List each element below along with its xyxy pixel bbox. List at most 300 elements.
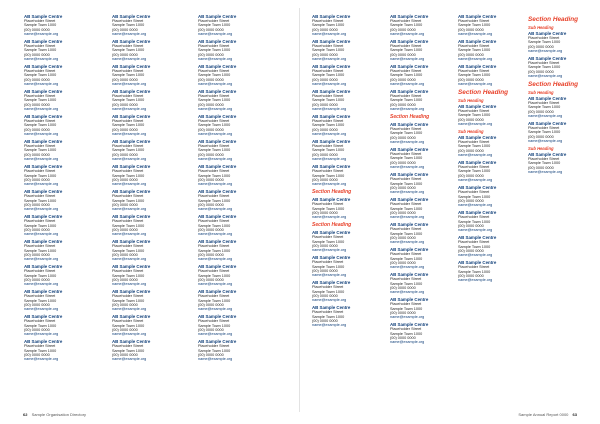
entry-detail-line: Placeholder Street [312,44,344,49]
entry-name: AB Sample Centre [390,247,429,253]
directory-entry [24,139,92,162]
entry-detail-line: Sample Town 1000 [312,264,345,269]
entry-detail-line: Sample Town 1000 [198,48,231,53]
entry-name: AB Sample Centre [112,339,151,345]
entry-email-link[interactable]: name@example.org [458,228,493,233]
section-heading: Section Heading [312,222,352,229]
sub-heading: Sub Heading [528,146,554,152]
entry-email-link[interactable]: name@example.org [24,357,59,362]
directory-entry [198,89,266,112]
entry-detail-line: Sample Town 1000 [312,48,345,53]
directory-entry [528,31,596,54]
entry-name: AB Sample Centre [458,64,497,70]
entry-detail-line: (00) 0000 0000 [390,102,416,107]
entry-detail-line: Placeholder Street [24,19,56,23]
entry-detail-line: (00) 0000 0000 [112,102,138,107]
footer-right [518,412,580,417]
entry-email-link[interactable]: name@example.org [112,132,147,137]
entry-email-link[interactable]: name@example.org [390,57,425,62]
entry-email-link[interactable]: name@example.org [24,32,59,37]
entry-detail-line: Placeholder Street [312,94,344,99]
entry-name: AB Sample Centre [458,235,497,241]
entry-detail-line: Sample Town 1000 [458,23,491,28]
entry-email-link[interactable]: name@example.org [390,165,425,170]
entry-detail-line: (00) 0000 0000 [198,277,224,282]
entry-detail-line: (00) 0000 0000 [112,127,138,132]
directory-entry [24,164,92,187]
entry-detail-line: Sample Town 1000 [390,98,423,103]
entry-email-link[interactable]: name@example.org [112,107,147,112]
entry-detail-line: Sample Town 1000 [458,194,491,199]
entry-detail-line: Sample Town 1000 [312,289,345,294]
directory-entry [112,264,180,287]
entry-detail-line: Placeholder Street [24,169,56,174]
footer-left-text: Sample Organisation Directory [31,412,87,417]
entry-email-link[interactable]: name@example.org [390,240,425,245]
entry-detail-line: (00) 0000 0000 [24,227,50,232]
entry-email-link[interactable]: name@example.org [312,32,347,37]
entry-detail-line: Sample Town 1000 [112,298,145,303]
entry-detail-line: Sample Town 1000 [458,244,491,249]
entry-detail-line: (00) 0000 0000 [390,336,416,340]
entry-detail-line: (00) 0000 0000 [24,353,50,358]
entry-email-link[interactable]: name@example.org [24,207,59,212]
entry-email-link[interactable]: name@example.org [390,315,425,320]
entry-name: AB Sample Centre [198,64,237,70]
entry-email-link[interactable]: name@example.org [112,257,147,262]
entry-detail-line: (00) 0000 0000 [112,227,138,232]
directory-entry [312,280,380,303]
directory-column-6 [458,14,526,285]
entry-detail-line: (00) 0000 0000 [198,52,224,57]
entry-detail-line: Sample Town 1000 [312,73,345,78]
entry-email-link[interactable]: name@example.org [198,157,233,162]
entry-name: AB Sample Centre [198,289,237,295]
directory-entry [312,255,380,278]
entry-detail-line: Placeholder Street [24,294,56,299]
entry-name: AB Sample Centre [198,14,237,19]
entry-email-link[interactable]: name@example.org [24,232,59,237]
entry-email-link[interactable]: name@example.org [198,107,233,112]
entry-email-link[interactable]: name@example.org [24,332,59,337]
directory-column-7 [528,14,596,177]
entry-detail-line: Placeholder Street [390,177,422,182]
directory-entry [312,164,380,187]
directory-entry [112,339,180,362]
entry-detail-line: (00) 0000 0000 [198,353,224,358]
sub-heading: Sub Heading [528,25,554,30]
entry-detail-line: Placeholder Street [390,127,422,132]
entry-email-link[interactable]: name@example.org [24,257,59,262]
directory-entry [312,64,380,87]
entry-detail-line: Sample Town 1000 [528,40,561,45]
entry-detail-line: (00) 0000 0000 [458,273,484,278]
entry-detail-line: Sample Town 1000 [312,23,345,28]
entry-name: AB Sample Centre [312,114,351,120]
entry-name: AB Sample Centre [458,104,497,110]
entry-detail-line: (00) 0000 0000 [390,310,416,315]
entry-email-link[interactable]: name@example.org [198,307,233,312]
entry-detail-line: (00) 0000 0000 [198,177,224,182]
entry-name: AB Sample Centre [312,39,351,45]
entry-detail-line: Placeholder Street [198,269,230,274]
entry-name: AB Sample Centre [24,164,63,170]
entry-detail-line: Placeholder Street [112,269,144,274]
directory-entry [458,210,526,233]
section-heading: Section Heading [390,114,430,121]
directory-entry [24,114,92,137]
directory-entry [198,139,266,162]
entry-email-link[interactable]: name@example.org [312,182,347,187]
entry-email-link[interactable]: name@example.org [312,82,347,87]
entry-email-link[interactable]: name@example.org [112,357,147,362]
entry-detail-line: (00) 0000 0000 [198,152,224,157]
entry-email-link[interactable]: name@example.org [198,257,233,262]
entry-detail-line: Sample Town 1000 [528,105,561,110]
page-number-right: 63 [572,412,577,417]
entry-email-link[interactable]: name@example.org [312,323,347,328]
directory-entry [312,197,380,220]
entry-email-link[interactable]: name@example.org [198,132,233,137]
entry-email-link[interactable]: name@example.org [24,282,59,287]
entry-email-link[interactable]: name@example.org [112,282,147,287]
entry-detail-line: Placeholder Street [458,19,490,23]
entry-email-link[interactable]: name@example.org [198,207,233,212]
entry-email-link[interactable]: name@example.org [24,107,59,112]
entry-email-link[interactable]: name@example.org [458,153,493,158]
entry-name: AB Sample Centre [112,289,151,295]
entry-email-link[interactable]: name@example.org [458,278,493,283]
directory-entry [458,235,526,258]
entry-detail-line: Placeholder Street [198,219,230,224]
entry-email-link[interactable]: name@example.org [24,132,59,137]
entry-email-link[interactable]: name@example.org [198,32,233,37]
entry-detail-line: Placeholder Street [528,157,560,162]
entry-detail-line: Placeholder Street [458,265,490,270]
entry-detail-line: (00) 0000 0000 [112,252,138,257]
entry-name: AB Sample Centre [458,210,497,216]
entry-email-link[interactable]: name@example.org [198,82,233,87]
entry-email-link[interactable]: name@example.org [112,207,147,212]
directory-entry [24,264,92,287]
entry-name: AB Sample Centre [24,239,63,245]
entry-detail-line: Sample Town 1000 [390,131,423,136]
entry-detail-line: Sample Town 1000 [112,73,145,78]
directory-entry [112,214,180,237]
directory-entry [198,114,266,137]
entry-detail-line: (00) 0000 0000 [312,268,338,273]
entry-detail-line: Placeholder Street [198,44,230,49]
entry-detail-line: Sample Town 1000 [112,273,145,278]
entry-name: AB Sample Centre [24,114,63,120]
entry-detail-line: (00) 0000 0000 [112,302,138,307]
entry-detail-line: (00) 0000 0000 [112,328,138,332]
entry-detail-line: Sample Town 1000 [390,73,423,78]
entry-email-link[interactable]: name@example.org [390,32,425,37]
entry-detail-line: (00) 0000 0000 [312,177,338,182]
directory-entry [528,96,596,119]
entry-detail-line: Sample Town 1000 [198,198,231,203]
entry-detail-line: Placeholder Street [458,140,490,145]
directory-entry [312,230,380,253]
entry-email-link[interactable]: name@example.org [24,182,59,187]
entry-name: AB Sample Centre [24,314,63,320]
directory-entry [112,189,180,212]
entry-detail-line: (00) 0000 0000 [24,302,50,307]
entry-detail-line: Sample Town 1000 [390,156,423,161]
entry-detail-line: (00) 0000 0000 [458,148,484,153]
directory-entry [198,214,266,237]
directory-entry [198,64,266,87]
directory-entry [198,14,266,37]
entry-email-link[interactable]: name@example.org [390,140,425,145]
entry-detail-line: Sample Town 1000 [198,98,231,103]
entry-email-link[interactable]: name@example.org [198,282,233,287]
directory-entry [112,314,180,337]
entry-name: AB Sample Centre [24,264,63,270]
entry-detail-line: Sample Town 1000 [198,323,231,328]
entry-email-link[interactable]: name@example.org [312,157,347,162]
entry-name: AB Sample Centre [390,147,429,153]
entry-email-link[interactable]: name@example.org [458,253,493,258]
entry-email-link[interactable]: name@example.org [528,170,563,175]
entry-name: AB Sample Centre [112,14,151,19]
entry-email-link[interactable]: name@example.org [112,32,147,37]
entry-detail-line: (00) 0000 0000 [390,235,416,240]
entry-detail-line: Placeholder Street [390,44,422,49]
entry-detail-line: (00) 0000 0000 [458,27,484,32]
entry-detail-line: Sample Town 1000 [458,169,491,174]
entry-email-link[interactable]: name@example.org [312,132,347,137]
entry-email-link[interactable]: name@example.org [198,232,233,237]
footer-right-text: Sample Annual Report 0000 [518,412,569,417]
entry-name: AB Sample Centre [390,322,429,328]
directory-entry [198,164,266,187]
entry-email-link[interactable]: name@example.org [112,232,147,237]
entry-detail-line: Sample Town 1000 [24,223,57,228]
entry-detail-line: Placeholder Street [24,69,56,74]
entry-detail-line: Placeholder Street [458,109,490,114]
entry-detail-line: (00) 0000 0000 [198,202,224,207]
entry-name: AB Sample Centre [312,164,351,170]
entry-detail-line: Sample Town 1000 [24,23,57,28]
entry-email-link[interactable]: name@example.org [112,307,147,312]
entry-detail-line: Sample Town 1000 [390,331,423,336]
entry-detail-line: Placeholder Street [390,227,422,232]
entry-email-link[interactable]: name@example.org [458,32,493,37]
directory-entry [390,122,458,145]
directory-entry [112,164,180,187]
entry-detail-line: (00) 0000 0000 [112,52,138,57]
entry-detail-line: Sample Town 1000 [390,48,423,53]
entry-email-link[interactable]: name@example.org [198,182,233,187]
section-heading: Section Heading [458,89,509,97]
entry-detail-line: (00) 0000 0000 [198,302,224,307]
entry-detail-line: Sample Town 1000 [312,148,345,153]
directory-entry [24,239,92,262]
entry-detail-line: Placeholder Street [198,94,230,99]
entry-detail-line: Sample Town 1000 [24,173,57,178]
entry-detail-line: (00) 0000 0000 [24,152,50,157]
entry-name: AB Sample Centre [312,280,351,286]
entry-email-link[interactable]: name@example.org [24,307,59,312]
entry-detail-line: (00) 0000 0000 [390,185,416,190]
directory-column-5 [390,14,458,347]
entry-detail-line: Sample Town 1000 [112,223,145,228]
entry-email-link[interactable]: name@example.org [390,290,425,295]
entry-name: AB Sample Centre [528,121,567,127]
directory-entry [390,39,458,62]
entry-detail-line: (00) 0000 0000 [528,165,554,170]
entry-name: AB Sample Centre [390,39,429,45]
entry-detail-line: Placeholder Street [528,126,560,131]
entry-detail-line: (00) 0000 0000 [390,260,416,265]
entry-email-link[interactable]: name@example.org [112,332,147,337]
entry-detail-line: Sample Town 1000 [458,269,491,274]
directory-entry [458,160,526,183]
entry-email-link[interactable]: name@example.org [312,273,347,278]
entry-email-link[interactable]: name@example.org [112,182,147,187]
entry-email-link[interactable]: name@example.org [312,57,347,62]
entry-name: AB Sample Centre [390,122,429,128]
entry-detail-line: Sample Town 1000 [458,48,491,53]
entry-email-link[interactable]: name@example.org [458,57,493,62]
entry-detail-line: Placeholder Street [24,44,56,49]
entry-detail-line: Placeholder Street [112,169,144,174]
entry-email-link[interactable]: name@example.org [24,82,59,87]
entry-detail-line: Sample Town 1000 [390,281,423,286]
entry-detail-line: Placeholder Street [458,69,490,74]
directory-entry [24,339,92,362]
entry-detail-line: Placeholder Street [312,144,344,149]
entry-detail-line: Sample Town 1000 [390,181,423,186]
entry-name: AB Sample Centre [458,160,497,166]
entry-email-link[interactable]: name@example.org [458,122,493,127]
section-heading: Section Heading [312,189,352,196]
directory-entry [528,56,596,79]
directory-entry [312,114,380,137]
entry-email-link[interactable]: name@example.org [312,248,347,253]
entry-email-link[interactable]: name@example.org [458,203,493,208]
entry-detail-line: Placeholder Street [312,285,344,290]
entry-detail-line: (00) 0000 0000 [458,223,484,228]
entry-detail-line: (00) 0000 0000 [24,77,50,82]
entry-detail-line: (00) 0000 0000 [312,77,338,82]
entry-email-link[interactable]: name@example.org [24,57,59,62]
entry-email-link[interactable]: name@example.org [390,215,425,220]
entry-detail-line: Placeholder Street [198,294,230,299]
section-heading: Section Heading [528,16,579,23]
entry-detail-line: Sample Town 1000 [528,130,561,135]
entry-detail-line: Placeholder Street [458,240,490,245]
entry-email-link[interactable]: name@example.org [24,157,59,162]
entry-detail-line: Placeholder Street [112,119,144,124]
entry-name: AB Sample Centre [458,14,497,19]
entry-name: AB Sample Centre [312,197,351,203]
directory-entry [390,197,458,220]
entry-detail-line: (00) 0000 0000 [198,328,224,332]
directory-column-2 [112,14,180,364]
entry-name: AB Sample Centre [112,264,151,270]
entry-detail-line: (00) 0000 0000 [390,210,416,215]
entry-detail-line: Placeholder Street [390,152,422,157]
entry-email-link[interactable]: name@example.org [528,139,563,144]
entry-email-link[interactable]: name@example.org [390,107,425,112]
entry-detail-line: Sample Town 1000 [112,48,145,53]
directory-entry [528,121,596,144]
directory-entry [112,114,180,137]
entry-detail-line: (00) 0000 0000 [528,134,554,139]
entry-email-link[interactable]: name@example.org [112,82,147,87]
sub-heading: Sub Heading [528,90,554,96]
entry-email-link[interactable]: name@example.org [312,215,347,220]
entry-email-link[interactable]: name@example.org [198,57,233,62]
entry-name: AB Sample Centre [24,189,63,195]
entry-detail-line: Sample Town 1000 [112,148,145,153]
directory-entry [390,222,458,245]
entry-detail-line: Placeholder Street [198,69,230,74]
directory-entry [112,39,180,62]
entry-detail-line: Sample Town 1000 [528,65,561,70]
entry-email-link[interactable]: name@example.org [112,157,147,162]
entry-detail-line: Sample Town 1000 [112,248,145,253]
entry-email-link[interactable]: name@example.org [312,107,347,112]
entry-email-link[interactable]: name@example.org [312,298,347,303]
entry-email-link[interactable]: name@example.org [528,74,563,79]
entry-email-link[interactable]: name@example.org [390,190,425,195]
entry-email-link[interactable]: name@example.org [390,82,425,87]
entry-email-link[interactable]: name@example.org [458,178,493,183]
entry-email-link[interactable]: name@example.org [528,49,563,54]
entry-detail-line: Placeholder Street [528,61,560,66]
directory-entry [458,64,526,87]
entry-detail-line: Sample Town 1000 [24,123,57,128]
directory-entry [390,172,458,195]
entry-detail-line: Placeholder Street [458,190,490,195]
entry-detail-line: Placeholder Street [312,202,344,207]
entry-email-link[interactable]: name@example.org [198,357,233,362]
directory-entry [198,39,266,62]
entry-email-link[interactable]: name@example.org [390,340,425,345]
page-number-left: 62 [23,412,28,417]
entry-name: AB Sample Centre [24,339,63,345]
entry-name: AB Sample Centre [458,185,497,191]
entry-detail-line: Placeholder Street [24,319,56,324]
entry-detail-line: Placeholder Street [112,69,144,74]
entry-detail-line: Placeholder Street [198,169,230,174]
entry-detail-line: Placeholder Street [112,94,144,99]
entry-email-link[interactable]: name@example.org [458,82,493,87]
entry-email-link[interactable]: name@example.org [528,114,563,119]
sub-heading: Sub Heading [458,98,484,104]
entry-email-link[interactable]: name@example.org [112,57,147,62]
directory-entry [112,64,180,87]
entry-detail-line: Sample Town 1000 [390,306,423,311]
entry-detail-line: Sample Town 1000 [312,206,345,211]
entry-email-link[interactable]: name@example.org [390,265,425,270]
entry-name: AB Sample Centre [390,297,429,303]
directory-entry [198,339,266,362]
entry-detail-line: Placeholder Street [198,194,230,199]
directory-entry [24,14,92,37]
entry-email-link[interactable]: name@example.org [198,332,233,337]
entry-name: AB Sample Centre [112,114,151,120]
entry-detail-line: Sample Town 1000 [528,161,561,166]
entry-detail-line: (00) 0000 0000 [24,127,50,132]
entry-name: AB Sample Centre [312,64,351,70]
entry-detail-line: (00) 0000 0000 [24,177,50,182]
directory-entry [458,185,526,208]
